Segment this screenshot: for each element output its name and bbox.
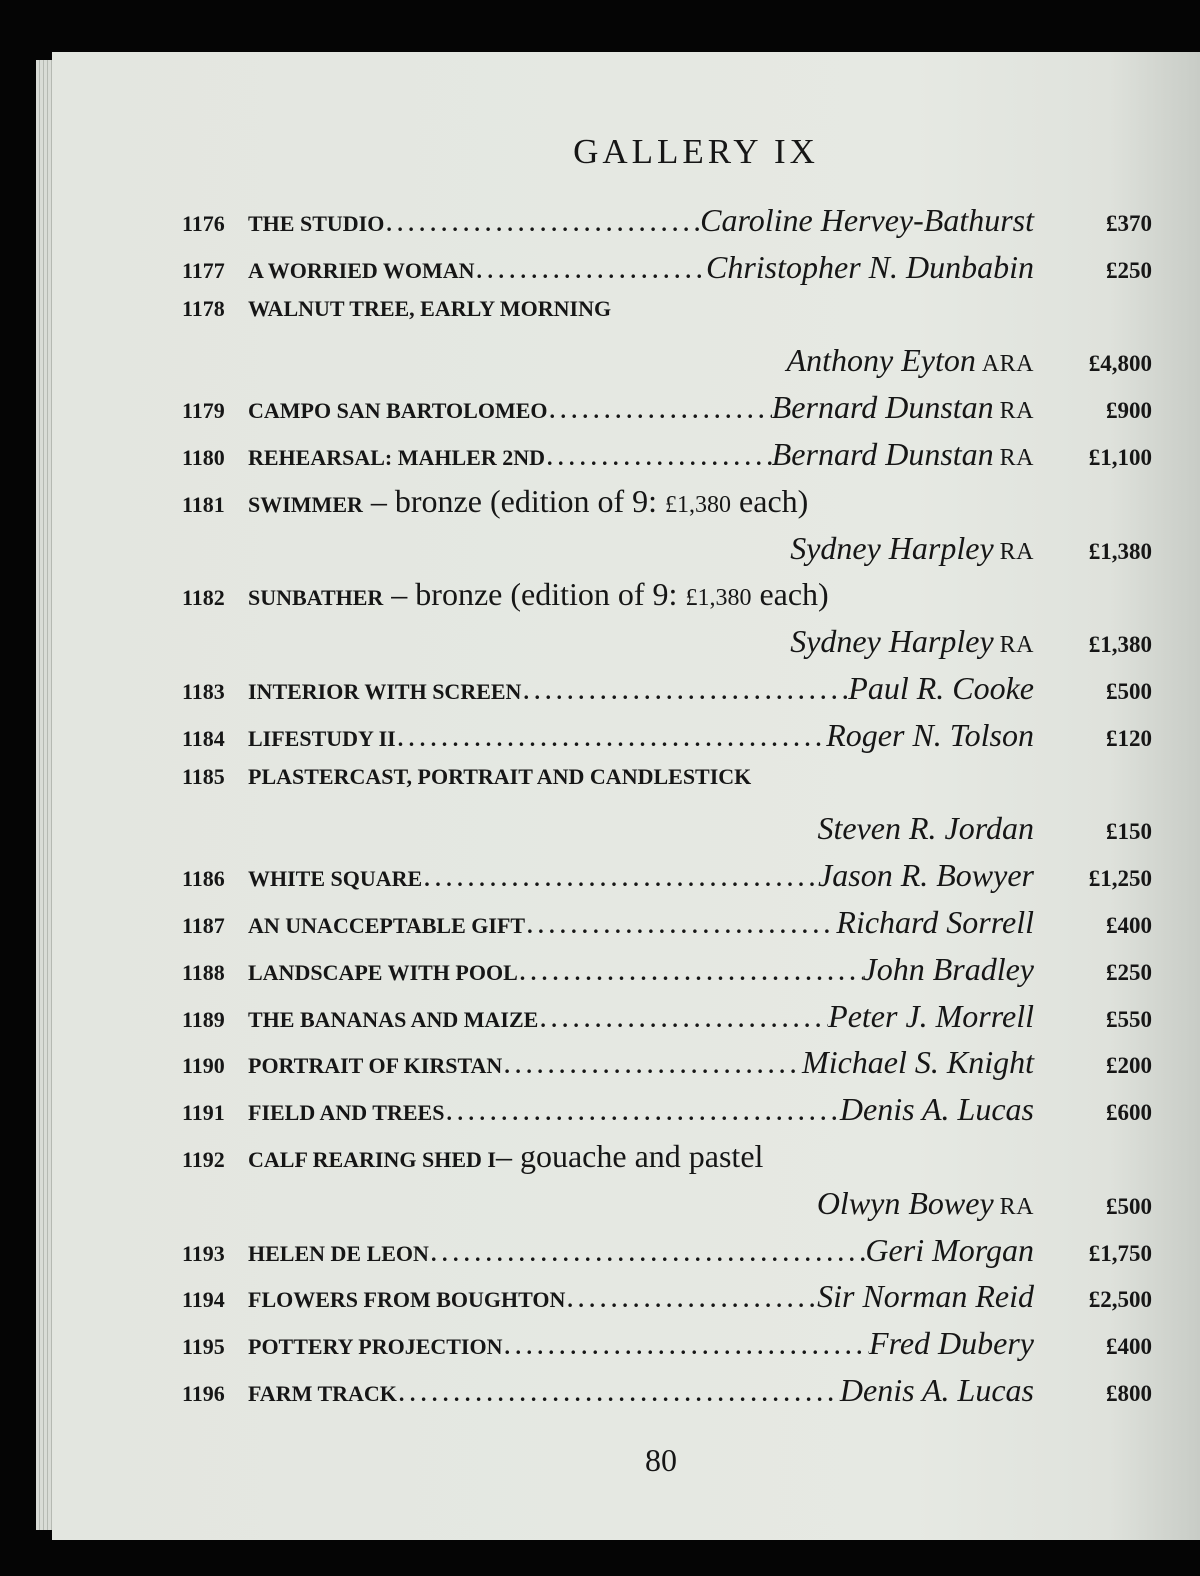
entry-title: REHEARSAL: MAHLER 2ND xyxy=(248,444,546,470)
artist-suffix: RA xyxy=(999,632,1034,659)
entry-price: £600 xyxy=(1106,1100,1152,1126)
entry-price: £1,380 xyxy=(1088,538,1152,564)
entry-artist: Geri Morgan xyxy=(865,1231,1034,1268)
entry-price: £250 xyxy=(1106,959,1152,985)
entry-1192-byline xyxy=(182,1185,1152,1232)
dot-leader xyxy=(545,445,772,471)
entry-medium: – bronze (edition of 9: £1,380 each) xyxy=(370,482,809,519)
entry-price: £550 xyxy=(1106,1006,1152,1032)
entry-number: 1196 xyxy=(182,1380,225,1406)
entry-artist: Sir Norman Reid xyxy=(817,1278,1034,1315)
dot-leader xyxy=(502,1053,802,1079)
entry-price: £150 xyxy=(1106,819,1152,845)
entry-price: £900 xyxy=(1106,398,1152,424)
dot-leader xyxy=(538,1007,828,1033)
entry-title: POTTERY PROJECTION xyxy=(248,1334,503,1360)
entry-number: 1187 xyxy=(182,912,225,938)
edition-price: £1,380 xyxy=(665,491,732,518)
entry-title: CAMPO SAN BARTOLOMEO xyxy=(248,398,548,424)
dot-leader xyxy=(503,1334,870,1360)
entry-1177 xyxy=(182,249,1152,296)
entry-number: 1195 xyxy=(182,1334,225,1360)
entry-number: 1193 xyxy=(182,1240,225,1266)
dot-leader xyxy=(422,866,818,892)
entry-artist: Caroline Hervey-Bathurst xyxy=(700,202,1034,238)
entry-title: PLASTERCAST, PORTRAIT AND CANDLESTICK xyxy=(248,763,752,789)
entry-artist: Denis A. Lucas xyxy=(839,1091,1034,1128)
entry-artist: Michael S. Knight xyxy=(802,1044,1034,1081)
entry-artist: Christopher N. Dunbabin xyxy=(705,248,1034,285)
entry-artist: Roger N. Tolson xyxy=(826,716,1034,753)
entry-price: £800 xyxy=(1106,1380,1152,1406)
entry-price: £1,380 xyxy=(1088,632,1152,658)
entry-price: £1,250 xyxy=(1088,866,1152,892)
entry-1183 xyxy=(182,670,1152,717)
catalogue-page xyxy=(52,52,1200,1540)
entry-number: 1176 xyxy=(182,211,225,236)
dot-leader xyxy=(548,398,772,424)
entry-1190 xyxy=(182,1044,1152,1091)
entry-1189 xyxy=(182,998,1152,1045)
entry-price: £120 xyxy=(1106,725,1152,751)
entry-title: FARM TRACK xyxy=(248,1380,397,1406)
entry-number: 1179 xyxy=(182,398,225,424)
artist-suffix: ARA xyxy=(981,351,1034,378)
entry-artist: Olwyn Bowey RA xyxy=(816,1184,1034,1221)
entry-1187 xyxy=(182,904,1152,951)
entry-title: THE BANANAS AND MAIZE xyxy=(248,1006,539,1032)
entry-price: £500 xyxy=(1106,678,1152,704)
entry-title: CALF REARING SHED I xyxy=(248,1146,496,1172)
entry-artist: Fred Dubery xyxy=(869,1325,1034,1362)
entry-1186 xyxy=(182,857,1152,904)
entry-number: 1192 xyxy=(182,1146,225,1172)
dot-leader xyxy=(396,726,827,752)
entry-price: £1,100 xyxy=(1088,444,1152,470)
entry-artist: Anthony Eyton ARA xyxy=(786,342,1034,379)
entry-1179 xyxy=(182,389,1152,436)
entry-price: £370 xyxy=(1106,211,1152,236)
artist-suffix: RA xyxy=(999,398,1034,425)
entry-title: LIFESTUDY II xyxy=(248,725,396,751)
entry-title: WALNUT TREE, EARLY MORNING xyxy=(248,295,612,321)
entry-price: £2,500 xyxy=(1088,1287,1152,1313)
entry-price: £4,800 xyxy=(1088,351,1152,377)
entry-artist: Sydney Harpley RA xyxy=(790,529,1034,566)
entry-title: A WORRIED WOMAN xyxy=(248,257,475,283)
entry-1194 xyxy=(182,1278,1152,1325)
entry-title: INTERIOR WITH SCREEN xyxy=(248,678,522,704)
entry-list xyxy=(182,202,1152,1419)
dot-leader xyxy=(444,1100,839,1126)
entry-artist: Bernard Dunstan RA xyxy=(771,389,1034,426)
entry-number: 1185 xyxy=(182,763,225,789)
entry-artist: Peter J. Morrell xyxy=(828,997,1034,1034)
entry-number: 1191 xyxy=(182,1100,225,1126)
entry-1195 xyxy=(182,1325,1152,1372)
entry-number: 1178 xyxy=(182,295,225,321)
entry-1178 xyxy=(182,296,1152,343)
entry-1178-byline xyxy=(182,342,1152,389)
entry-number: 1184 xyxy=(182,725,225,751)
entry-artist: Denis A. Lucas xyxy=(839,1371,1034,1408)
entry-number: 1189 xyxy=(182,1006,225,1032)
artist-suffix: RA xyxy=(999,444,1034,471)
entry-number: 1186 xyxy=(182,866,225,892)
artist-suffix: RA xyxy=(999,1193,1034,1220)
entry-artist: Richard Sorrell xyxy=(836,903,1034,940)
entry-1181-byline xyxy=(182,530,1152,577)
entry-artist: Bernard Dunstan RA xyxy=(771,435,1034,472)
entry-number: 1183 xyxy=(182,678,225,704)
entry-1193 xyxy=(182,1232,1152,1279)
entry-title: WHITE SQUARE xyxy=(248,866,423,892)
entry-1196 xyxy=(182,1372,1152,1419)
entry-medium: – gouache and pastel xyxy=(495,1137,764,1174)
page-number: 80 xyxy=(645,1442,677,1478)
entry-number: 1181 xyxy=(182,491,225,517)
entry-title: FIELD AND TREES xyxy=(248,1100,445,1126)
dot-leader xyxy=(384,211,700,237)
entry-price: £400 xyxy=(1106,1334,1152,1360)
dot-leader xyxy=(521,679,848,705)
entry-1180 xyxy=(182,436,1152,483)
entry-artist: Sydney Harpley RA xyxy=(790,623,1034,660)
entry-price: £200 xyxy=(1106,1053,1152,1079)
entry-1185-byline xyxy=(182,810,1152,857)
entry-artist: John Bradley xyxy=(862,950,1034,987)
entry-title: SWIMMER xyxy=(248,491,363,517)
entry-1192 xyxy=(182,1138,1152,1185)
dot-leader xyxy=(429,1241,865,1267)
entry-price: £250 xyxy=(1106,257,1152,283)
entry-1182-byline xyxy=(182,623,1152,670)
entry-1188 xyxy=(182,951,1152,998)
dot-leader xyxy=(525,913,836,939)
entry-1181 xyxy=(182,483,1152,530)
entry-1185 xyxy=(182,764,1152,811)
entry-number: 1180 xyxy=(182,444,225,470)
entry-number: 1177 xyxy=(182,257,225,283)
gallery-title: GALLERY IX xyxy=(573,132,819,171)
dot-leader xyxy=(565,1287,817,1313)
entry-title: PORTRAIT OF KIRSTAN xyxy=(248,1053,503,1079)
entry-number: 1194 xyxy=(182,1287,225,1313)
dot-leader xyxy=(397,1381,840,1407)
entry-artist: Jason R. Bowyer xyxy=(818,857,1034,894)
entry-title: SUNBATHER xyxy=(248,585,384,611)
entry-price: £400 xyxy=(1106,912,1152,938)
dot-leader xyxy=(518,960,863,986)
entry-number: 1182 xyxy=(182,585,225,611)
entry-1182 xyxy=(182,576,1152,623)
entry-1176 xyxy=(182,202,1152,249)
dot-leader xyxy=(475,258,706,284)
entry-artist: Paul R. Cooke xyxy=(848,669,1034,706)
entry-number: 1188 xyxy=(182,959,225,985)
entry-price: £1,750 xyxy=(1088,1240,1152,1266)
entry-title: FLOWERS FROM BOUGHTON xyxy=(248,1287,566,1313)
entry-title: AN UNACCEPTABLE GIFT xyxy=(248,912,526,938)
entry-medium: – bronze (edition of 9: £1,380 each) xyxy=(391,576,829,613)
entry-title: HELEN DE LEON xyxy=(248,1240,429,1266)
entry-title: LANDSCAPE WITH POOL xyxy=(248,959,518,985)
entry-title: THE STUDIO xyxy=(248,211,385,236)
edition-price: £1,380 xyxy=(685,585,752,612)
entry-1191 xyxy=(182,1091,1152,1138)
entry-price: £500 xyxy=(1106,1193,1152,1219)
artist-suffix: RA xyxy=(999,538,1034,565)
entry-number: 1190 xyxy=(182,1053,225,1079)
entry-1184 xyxy=(182,717,1152,764)
entry-artist: Steven R. Jordan xyxy=(817,810,1034,847)
